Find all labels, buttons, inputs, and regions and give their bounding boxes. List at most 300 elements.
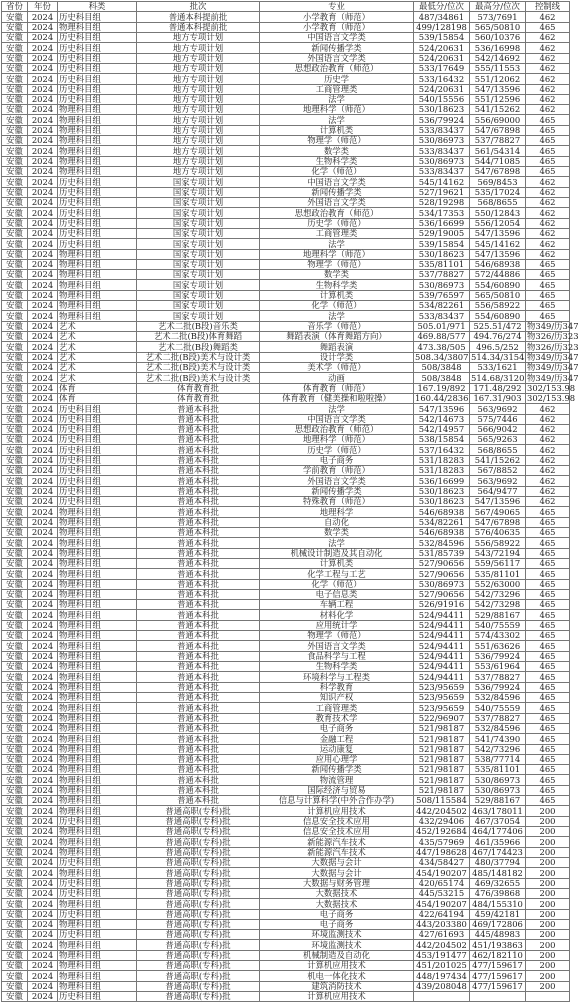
- cell-control-line: [526, 992, 570, 1002]
- cell-batch: 普通本科批: [137, 713, 260, 723]
- cell-max-score-rank: 476/39868: [470, 888, 526, 898]
- cell-max-score-rank: 536/16998: [470, 43, 526, 53]
- cell-major: 体育教育（健美操和啦啦操）: [260, 393, 414, 403]
- cell-year: 2024: [28, 167, 58, 177]
- table-row: [2, 342, 570, 352]
- cell-batch: 国家专项计划: [137, 290, 260, 300]
- cell-province: 安徽: [2, 744, 28, 754]
- cell-province: 安徽: [2, 507, 28, 517]
- cell-max-score-rank: 514.68/3120: [471, 372, 525, 383]
- cell-subject-group: 历史科目组: [58, 476, 137, 486]
- cell-min-score-rank: 528/19298: [414, 197, 470, 207]
- cell-province: 安徽: [2, 775, 28, 785]
- cell-major: 生物科学类: [260, 280, 414, 290]
- cell-control-line: 200: [526, 857, 570, 867]
- cell-max-score-rank: 484/155310: [470, 899, 526, 909]
- cell-year: 2024: [28, 672, 58, 682]
- cell-max-score-rank: 565/50810: [470, 22, 526, 32]
- cell-min-score-rank: [414, 992, 470, 1002]
- cell-batch: 国家专项计划: [137, 218, 260, 228]
- table-row: [2, 197, 570, 207]
- cell-max-score-rank: 564/9477: [470, 486, 526, 496]
- table-row: [2, 270, 570, 280]
- table-row: [2, 992, 570, 1002]
- cell-batch: 普通本科批: [137, 445, 260, 455]
- cell-batch: 地方专项计划: [137, 43, 260, 53]
- cell-min-score-rank: 530/18623: [414, 105, 470, 115]
- cell-subject-group: 物理科目组: [58, 899, 137, 909]
- cell-subject-group: 艺术: [58, 342, 137, 352]
- cell-year: 2024: [28, 435, 58, 445]
- table-row: [2, 373, 570, 383]
- cell-major: 外国语言文学类: [260, 197, 414, 207]
- cell-max-score-rank: 547/67898: [470, 517, 526, 527]
- cell-control-line: 462: [526, 228, 570, 238]
- cell-subject-group: 历史科目组: [58, 84, 137, 94]
- cell-major: 工商管理类: [260, 703, 414, 713]
- cell-min-score-rank: 167.19/892: [414, 383, 470, 393]
- cell-province: 安徽: [2, 187, 28, 197]
- cell-batch: 艺术二批(B段)音乐类: [137, 321, 260, 331]
- table-row: [2, 827, 570, 837]
- cell-subject-group: 物理科目组: [58, 796, 137, 806]
- cell-province: 安徽: [2, 651, 28, 661]
- cell-subject-group: 物理科目组: [58, 919, 137, 929]
- cell-batch: 普通本科批: [137, 744, 260, 754]
- cell-province: 安徽: [2, 816, 28, 826]
- cell-province: 安徽: [2, 115, 28, 125]
- cell-min-score-rank: 533/17649: [414, 63, 470, 73]
- table-row: [2, 909, 570, 919]
- table-row: [2, 352, 570, 362]
- table-row: [2, 857, 570, 867]
- cell-batch: 国家专项计划: [137, 187, 260, 197]
- cell-province: 安徽: [2, 373, 28, 383]
- cell-min-score-rank: 546/68938: [414, 507, 470, 517]
- cell-province: 安徽: [2, 383, 28, 393]
- cell-major: 数学类: [260, 146, 414, 156]
- cell-subject-group: 物理科目组: [58, 981, 137, 991]
- cell-control-line: 200: [526, 899, 570, 909]
- cell-subject-group: 体育: [58, 393, 137, 403]
- cell-control-line: 465: [526, 301, 570, 311]
- cell-subject-group: 物理科目组: [58, 249, 137, 259]
- cell-province: 安徽: [2, 167, 28, 177]
- cell-subject-group: 物理科目组: [58, 270, 137, 280]
- cell-min-score-rank: 508/115584: [414, 796, 470, 806]
- cell-min-score-rank: 442/204502: [414, 806, 470, 816]
- cell-province: 安徽: [2, 197, 28, 207]
- cell-major: 教育技术学: [260, 713, 414, 723]
- cell-batch: 国家专项计划: [137, 249, 260, 259]
- cell-batch: 艺术二批(B段)美术与设计类: [137, 373, 260, 383]
- cell-control-line: 200: [526, 940, 570, 950]
- cell-max-score-rank: 480/37794: [470, 857, 526, 867]
- cell-major: 大数据与会计: [260, 857, 414, 867]
- cell-province: 安徽: [2, 32, 28, 42]
- cell-subject-group: 物理科目组: [58, 579, 137, 589]
- cell-max-score-rank: 540/75559: [470, 703, 526, 713]
- cell-province: 安徽: [2, 486, 28, 496]
- cell-max-score-rank: 536/79924: [470, 651, 526, 661]
- table-row: [2, 383, 570, 393]
- cell-control-line: 462: [526, 486, 570, 496]
- cell-year: 2024: [28, 115, 58, 125]
- cell-control-line: 465: [526, 507, 570, 517]
- cell-min-score-rank: 443/203380: [414, 919, 470, 929]
- cell-control-line: 465: [526, 517, 570, 527]
- cell-max-score-rank: 529/88167: [470, 610, 526, 620]
- cell-batch: 普通本科批: [137, 703, 260, 713]
- cell-year: 2024: [28, 74, 58, 84]
- cell-major: 法学: [260, 311, 414, 321]
- header-province: 省份: [2, 2, 28, 12]
- table-row: [2, 569, 570, 579]
- table-row: [2, 806, 570, 816]
- cell-batch: 普通本科批: [137, 610, 260, 620]
- cell-subject-group: 物理科目组: [58, 940, 137, 950]
- cell-province: 安徽: [2, 228, 28, 238]
- cell-subject-group: 物理科目组: [58, 259, 137, 269]
- cell-max-score-rank: 469/172806: [470, 919, 526, 929]
- cell-province: 安徽: [2, 280, 28, 290]
- cell-control-line: 462: [526, 105, 570, 115]
- cell-major: 大数据与会计: [260, 868, 414, 878]
- cell-year: 2024: [28, 558, 58, 568]
- cell-year: 2024: [28, 177, 58, 187]
- cell-major: 中国语言文学类: [260, 177, 414, 187]
- cell-control-line: 200: [526, 827, 570, 837]
- cell-control-line: 物349/历347: [527, 372, 579, 383]
- cell-max-score-rank: 561/54314: [470, 146, 526, 156]
- cell-year: 2024: [28, 136, 58, 146]
- cell-year: 2024: [28, 362, 58, 372]
- cell-min-score-rank: 160.44/2836: [415, 393, 469, 404]
- cell-major: 信息安全技术应用: [260, 816, 414, 826]
- header-row: [2, 2, 570, 12]
- cell-subject-group: 物理科目组: [58, 600, 137, 610]
- table-row: [2, 631, 570, 641]
- cell-province: 安徽: [2, 662, 28, 672]
- cell-subject-group: 物理科目组: [58, 610, 137, 620]
- cell-max-score-rank: 171.48/292: [470, 383, 526, 393]
- cell-min-score-rank: 505.01/971: [414, 321, 470, 331]
- cell-subject-group: 物理科目组: [58, 672, 137, 682]
- cell-max-score-rank: 543/72194: [470, 548, 526, 558]
- cell-batch: 普通高职(专科)批: [137, 816, 260, 826]
- cell-province: 安徽: [2, 445, 28, 455]
- cell-year: 2024: [28, 352, 58, 362]
- cell-batch: 普通高职(专科)批: [137, 888, 260, 898]
- cell-batch: 普通本科批: [137, 414, 260, 424]
- table-row: [2, 63, 570, 73]
- table-row: [2, 961, 570, 971]
- cell-control-line: 465: [526, 280, 570, 290]
- cell-max-score-rank: 556/58922: [470, 301, 526, 311]
- cell-major: 地理科学（师范）: [260, 105, 414, 115]
- cell-year: 2024: [28, 197, 58, 207]
- cell-min-score-rank: 524/94411: [414, 631, 470, 641]
- cell-min-score-rank: 531/18283: [414, 455, 470, 465]
- cell-major: 材料化学: [260, 610, 414, 620]
- cell-control-line: 465: [526, 723, 570, 733]
- cell-year: 2024: [28, 961, 58, 971]
- cell-max-score-rank: 565/9263: [470, 435, 526, 445]
- cell-major: 信息与计算科学(中外合作办学): [260, 796, 414, 806]
- cell-min-score-rank: 524/20631: [414, 53, 470, 63]
- cell-control-line: 462: [526, 424, 570, 434]
- cell-province: 安徽: [2, 63, 28, 73]
- cell-province: 安徽: [2, 868, 28, 878]
- cell-min-score-rank: 527/90656: [414, 558, 470, 568]
- cell-major: 工商管理类: [260, 228, 414, 238]
- cell-batch: 艺术二批(B段)美术与设计类: [137, 352, 260, 362]
- cell-year: 2024: [28, 692, 58, 702]
- table-row: [2, 393, 570, 403]
- cell-batch: 体育教育批: [137, 383, 260, 393]
- cell-major: 计算机应用技术: [260, 992, 414, 1002]
- cell-control-line: 462: [526, 12, 570, 22]
- cell-batch: 普通本科批: [137, 723, 260, 733]
- cell-province: 安徽: [2, 940, 28, 950]
- cell-subject-group: 物理科目组: [58, 620, 137, 630]
- table-row: [2, 620, 570, 630]
- cell-year: 2024: [28, 156, 58, 166]
- cell-subject-group: 历史科目组: [58, 94, 137, 104]
- cell-major: 体育教育（师范）: [260, 383, 414, 393]
- cell-major: 物理学（师范）: [260, 631, 414, 641]
- cell-max-score-rank: 542/73296: [470, 589, 526, 599]
- cell-control-line: 465: [526, 115, 570, 125]
- cell-batch: 普通本科批: [137, 435, 260, 445]
- table-row: [2, 32, 570, 42]
- cell-min-score-rank: 533/83437: [414, 167, 470, 177]
- cell-batch: 普通高职(专科)批: [137, 899, 260, 909]
- cell-province: 安徽: [2, 455, 28, 465]
- cell-control-line: 462: [526, 445, 570, 455]
- cell-min-score-rank: 447/198628: [414, 847, 470, 857]
- cell-max-score-rank: 496.5/252: [470, 342, 526, 352]
- cell-subject-group: 物理科目组: [58, 682, 137, 692]
- table-row: [2, 218, 570, 228]
- cell-min-score-rank: 521/98187: [414, 734, 470, 744]
- cell-major: 大数据技术: [260, 888, 414, 898]
- cell-control-line: 462: [526, 84, 570, 94]
- cell-min-score-rank: 540/15556: [414, 94, 470, 104]
- cell-province: 安徽: [2, 641, 28, 651]
- cell-max-score-rank: 547/13596: [470, 497, 526, 507]
- cell-min-score-rank: 521/98187: [414, 765, 470, 775]
- cell-batch: 国家专项计划: [137, 197, 260, 207]
- cell-subject-group: 历史科目组: [58, 53, 137, 63]
- cell-province: 安徽: [2, 156, 28, 166]
- cell-subject-group: 物理科目组: [58, 754, 137, 764]
- cell-year: 2024: [28, 641, 58, 651]
- cell-control-line: 465: [526, 290, 570, 300]
- table-row: [2, 404, 570, 414]
- cell-min-score-rank: 439/208048: [414, 981, 470, 991]
- cell-control-line: 465: [526, 785, 570, 795]
- cell-province: 安徽: [2, 424, 28, 434]
- cell-year: 2024: [28, 187, 58, 197]
- cell-subject-group: 历史科目组: [58, 414, 137, 424]
- cell-min-score-rank: 427/61693: [414, 930, 470, 940]
- cell-batch: 地方专项计划: [137, 105, 260, 115]
- cell-province: 安徽: [2, 53, 28, 63]
- cell-batch: 普通本科批: [137, 672, 260, 682]
- table-row: [2, 156, 570, 166]
- cell-year: 2024: [28, 507, 58, 517]
- cell-min-score-rank: 473.38/505: [414, 342, 470, 352]
- cell-province: 安徽: [2, 352, 28, 362]
- table-row: [2, 497, 570, 507]
- cell-control-line: 465: [526, 734, 570, 744]
- cell-year: 2024: [28, 682, 58, 692]
- cell-province: 安徽: [2, 125, 28, 135]
- cell-province: 安徽: [2, 414, 28, 424]
- cell-year: 2024: [28, 930, 58, 940]
- cell-major: 外国语言文学类: [260, 53, 414, 63]
- table-row: [2, 435, 570, 445]
- cell-max-score-rank: 525.51/472: [470, 321, 526, 331]
- cell-major: 应用心理学: [260, 754, 414, 764]
- table-row: [2, 837, 570, 847]
- cell-province: 安徽: [2, 435, 28, 445]
- cell-major: 新闻传播学类: [260, 486, 414, 496]
- cell-batch: 地方专项计划: [137, 136, 260, 146]
- cell-control-line: 462: [526, 435, 570, 445]
- cell-major: 化学（师范）: [260, 301, 414, 311]
- cell-major: 计算机类: [260, 290, 414, 300]
- cell-control-line: 465: [526, 558, 570, 568]
- cell-year: 2024: [28, 785, 58, 795]
- cell-batch: 普通本科批: [137, 497, 260, 507]
- cell-year: 2024: [28, 290, 58, 300]
- cell-batch: 体育教育批: [137, 393, 260, 403]
- cell-batch: 艺术二批(B段)美术与设计类: [137, 362, 260, 372]
- cell-min-score-rank: 521/98187: [414, 775, 470, 785]
- cell-control-line: 462: [526, 414, 570, 424]
- cell-major: 数学类: [260, 527, 414, 537]
- admission-score-table: [1, 1, 579, 1002]
- cell-min-score-rank: 531/18283: [414, 466, 470, 476]
- cell-batch: 普通本科批: [137, 754, 260, 764]
- cell-subject-group: 历史科目组: [58, 12, 137, 22]
- cell-province: 安徽: [2, 692, 28, 702]
- cell-subject-group: 物理科目组: [58, 631, 137, 641]
- cell-province: 安徽: [2, 146, 28, 156]
- cell-min-score-rank: 527/90656: [414, 569, 470, 579]
- cell-batch: 普通本科批: [137, 692, 260, 702]
- cell-province: 安徽: [2, 579, 28, 589]
- cell-major: 金融工程: [260, 734, 414, 744]
- cell-min-score-rank: 454/190207: [414, 899, 470, 909]
- cell-batch: 国家专项计划: [137, 311, 260, 321]
- table-row: [2, 466, 570, 476]
- cell-subject-group: 物理科目组: [58, 775, 137, 785]
- cell-batch: 普通高职(专科)批: [137, 857, 260, 867]
- cell-major: 音乐学（师范）: [260, 321, 414, 331]
- cell-min-score-rank: 469.88/577: [414, 332, 470, 342]
- cell-major: 环境监测技术: [260, 930, 414, 940]
- table-row: [2, 672, 570, 682]
- cell-province: 安徽: [2, 548, 28, 558]
- cell-year: 2024: [28, 321, 58, 331]
- cell-batch: 普通高职(专科)批: [137, 940, 260, 950]
- cell-min-score-rank: 530/18623: [414, 249, 470, 259]
- table-row: [2, 703, 570, 713]
- cell-major: 科学教育: [260, 682, 414, 692]
- cell-year: 2024: [28, 579, 58, 589]
- cell-year: 2024: [28, 445, 58, 455]
- table-row: [2, 548, 570, 558]
- cell-year: 2024: [28, 383, 58, 393]
- cell-min-score-rank: 533/83437: [414, 311, 470, 321]
- table-row: [2, 682, 570, 692]
- cell-year: 2024: [28, 703, 58, 713]
- table-row: [2, 84, 570, 94]
- table-row: [2, 816, 570, 826]
- cell-major: 化学（师范）: [260, 167, 414, 177]
- cell-max-score-rank: 464/177406: [470, 827, 526, 837]
- cell-province: 安徽: [2, 476, 28, 486]
- cell-province: 安徽: [2, 362, 28, 372]
- cell-province: 安徽: [2, 919, 28, 929]
- cell-min-score-rank: 523/95659: [414, 692, 470, 702]
- cell-min-score-rank: 420/65174: [414, 878, 470, 888]
- table-row: [2, 919, 570, 929]
- cell-min-score-rank: 539/15854: [414, 32, 470, 42]
- cell-year: 2024: [28, 270, 58, 280]
- cell-major: 动画: [260, 373, 414, 383]
- cell-min-score-rank: 545/14162: [414, 177, 470, 187]
- cell-min-score-rank: 534/17353: [414, 208, 470, 218]
- cell-major: 思想政治教育（师范）: [260, 208, 414, 218]
- cell-year: 2024: [28, 84, 58, 94]
- cell-province: 安徽: [2, 259, 28, 269]
- table-row: [2, 734, 570, 744]
- table-row: [2, 981, 570, 991]
- cell-major: 外国语言文学类: [260, 641, 414, 651]
- cell-subject-group: 历史科目组: [58, 208, 137, 218]
- cell-year: 2024: [28, 486, 58, 496]
- cell-major: 机械制造及自动化: [260, 950, 414, 960]
- cell-province: 安徽: [2, 218, 28, 228]
- cell-batch: 国家专项计划: [137, 259, 260, 269]
- cell-control-line: 462: [526, 404, 570, 414]
- cell-max-score-rank: 544/71085: [470, 156, 526, 166]
- cell-control-line: 465: [526, 125, 570, 135]
- cell-province: 安徽: [2, 569, 28, 579]
- cell-major: 物流管理: [260, 775, 414, 785]
- cell-min-score-rank: 539/15854: [414, 239, 470, 249]
- cell-control-line: 465: [526, 775, 570, 785]
- cell-subject-group: 历史科目组: [58, 466, 137, 476]
- cell-year: 2024: [28, 950, 58, 960]
- cell-batch: 普通高职(专科)批: [137, 837, 260, 847]
- cell-subject-group: 艺术: [58, 321, 137, 331]
- cell-batch: 普通本科批: [137, 785, 260, 795]
- cell-major: 法学: [260, 94, 414, 104]
- cell-max-score-rank: 467/174423: [470, 847, 526, 857]
- cell-min-score-rank: 524/94411: [414, 620, 470, 630]
- cell-max-score-rank: 569/8453: [470, 177, 526, 187]
- cell-min-score-rank: 448/197434: [414, 971, 470, 981]
- table-row: [2, 424, 570, 434]
- cell-control-line: 465: [526, 651, 570, 661]
- cell-min-score-rank: 521/98187: [414, 785, 470, 795]
- cell-year: 2024: [28, 662, 58, 672]
